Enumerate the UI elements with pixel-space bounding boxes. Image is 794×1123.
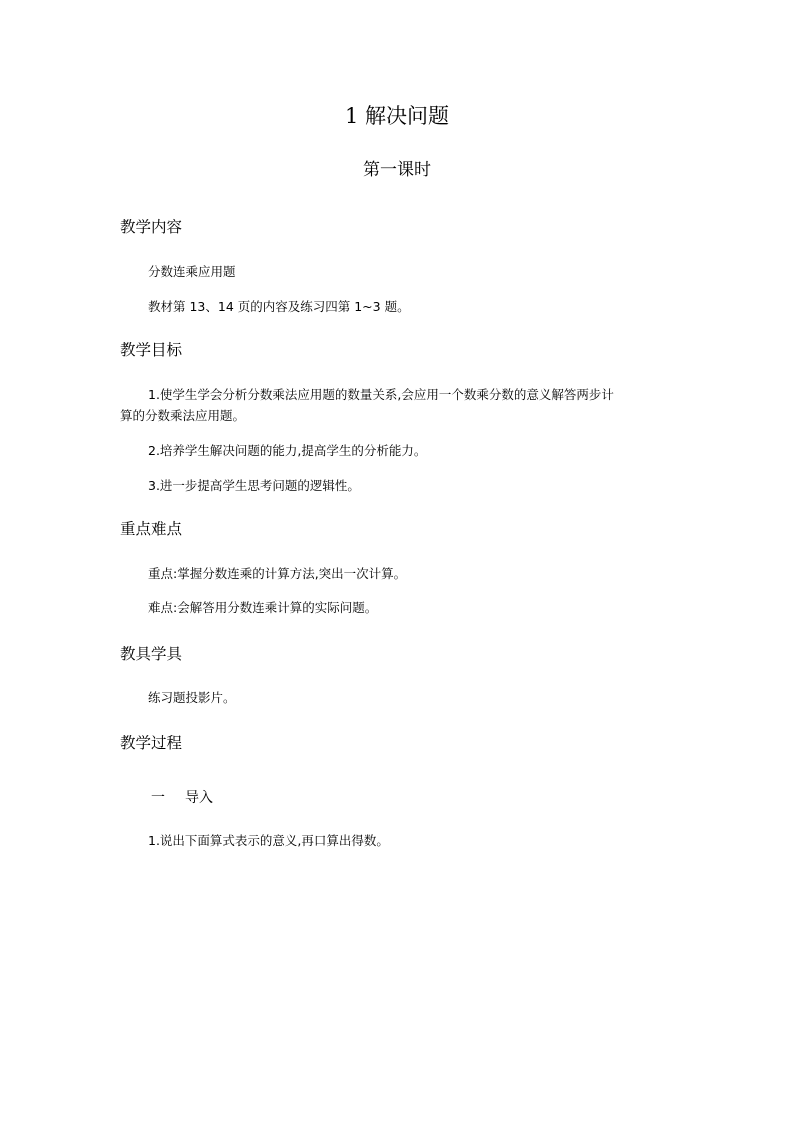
process-step-number: 一 (151, 790, 165, 806)
section-heading-materials: 教具学具 (120, 645, 183, 663)
materials-line: 练习题投影片。 (148, 690, 236, 705)
goal-line-continued: 算的分数乘法应用题。 (120, 408, 246, 423)
process-step-heading (151, 791, 213, 805)
section-heading-process: 教学过程 (120, 734, 183, 752)
lesson-subtitle: 第一课时 (363, 160, 431, 180)
process-step-title: 导入 (185, 790, 213, 806)
key-point-line: 难点:会解答用分数连乘计算的实际问题。 (148, 600, 378, 615)
goal-line: 3.进一步提高学生思考问题的逻辑性。 (148, 478, 360, 493)
process-line: 1.说出下面算式表示的意义,再口算出得数。 (148, 833, 389, 848)
content-line: 分数连乘应用题 (148, 264, 236, 279)
goal-line: 2.培养学生解决问题的能力,提高学生的分析能力。 (148, 443, 427, 458)
key-point-line: 重点:掌握分数连乘的计算方法,突出一次计算。 (148, 566, 407, 581)
section-heading-key-points: 重点难点 (120, 520, 183, 538)
goal-line: 1.使学生学会分析分数乘法应用题的数量关系,会应用一个数乘分数的意义解答两步计 (148, 387, 614, 402)
section-heading-content: 教学内容 (120, 218, 183, 236)
document-title: 1 解决问题 (344, 104, 450, 128)
section-heading-goals: 教学目标 (120, 341, 183, 359)
content-line: 教材第 13、14 页的内容及练习四第 1~3 题。 (148, 299, 410, 314)
